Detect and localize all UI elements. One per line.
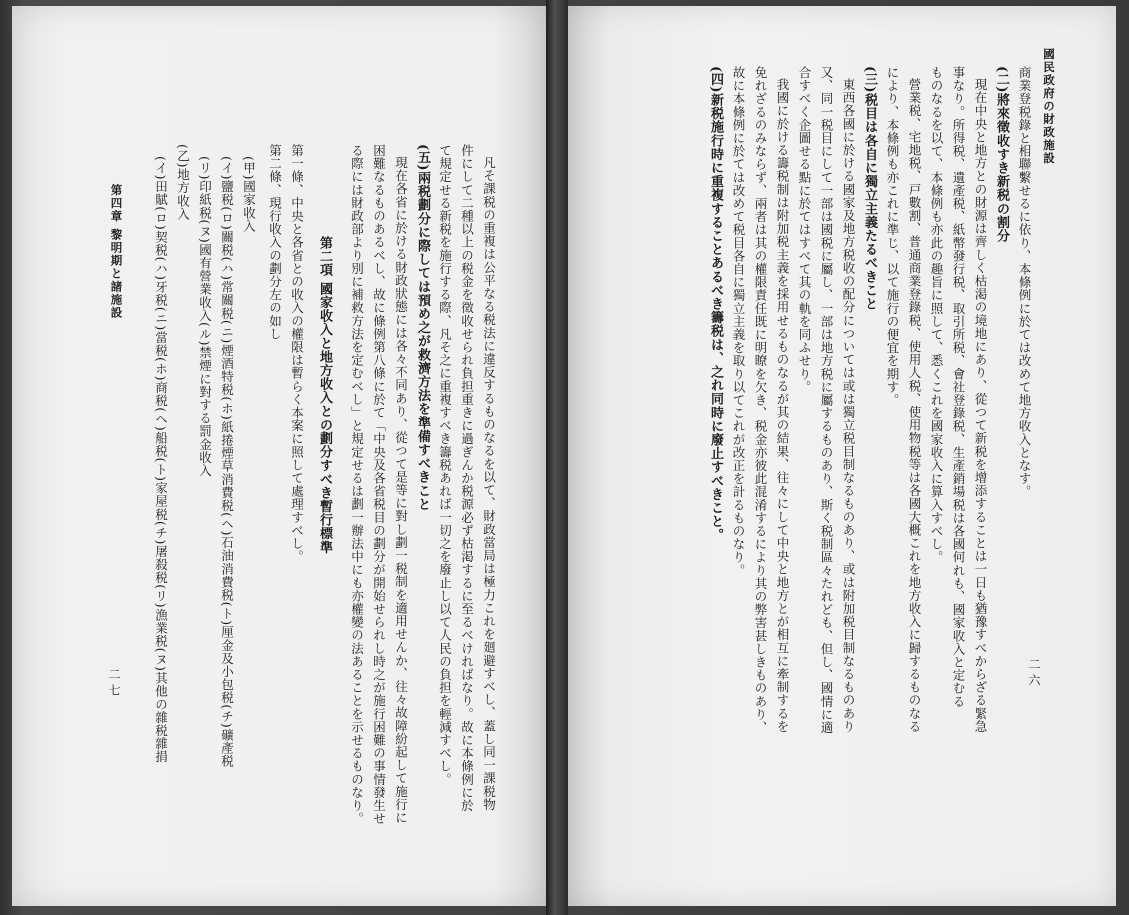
text-line: 現在中央と地方との財源は齊しく枯渇の境地にあり、從つて新税を增添することは一日も猶豫すべからざる緊急 — [973, 78, 988, 733]
running-header: 第四章 黎明期と諸施設 — [109, 184, 124, 320]
section-heading: (四)新税施行時に重複することあるべき籌税は、之れ同時に廢止すべきこと。 — [708, 66, 723, 542]
text-line: 商業登税錄と相聯繫せるに依り、本條例に於ては改めて地方收入となす。 — [1017, 66, 1032, 499]
text-line: 合すべく企圖せる點に於てはすべて其の軌を同ふせり。 — [797, 66, 812, 394]
text-line: 現在各省に於ける財政狀態には各々不同あり、從つて是等に對し劃一税制を適用せんか、往々故障紛起して施行に — [393, 156, 409, 825]
page-number: 二六 — [1027, 658, 1041, 690]
text-line: 事なり。所得税、遺產税、紙幣發行税、取引所税、會社登錄税、生產銷場税は各國何れも、國家收入と定むる — [951, 66, 966, 708]
text-line: 故に本條例に於ては改めて税目各自に獨立主義を取り以てこれが改正を計るものなり。 — [731, 66, 746, 577]
section-heading: (二)將來徵收すき新税の割分 — [994, 66, 1009, 243]
text-line: 第一條、中央と各省との收入の權限は暫らく本案に照して處理すべし。 — [289, 144, 305, 564]
book-gutter — [546, 0, 568, 915]
text-line: 營業税、宅地税、戸數割、普通商業登錄税、使用人税、使用物税等は各國大概これを地方收入に歸するものなる — [907, 78, 922, 733]
text-line: 又、同一税目にして一部は國税に屬し、一部は地方税に屬するものあり、斯く税制區々たれども、但し、國情に適 — [819, 66, 834, 735]
text-line: により、本條例も亦これに準じ、以て施行の便宜を期す。 — [885, 66, 900, 407]
text-line: 東西各國に於ける國家及地方税收の配分については或は獨立税目制なるものあり、或は附加税目制なるものあり — [841, 78, 856, 733]
text-line: (イ)田賦(ロ)契税(ハ)牙税(ニ)當税(ホ)商税(ヘ)船税(ト)家屋税(チ)屠殺税(リ)漁業税(ヌ)其他の雜税雜捐 — [153, 156, 169, 764]
text-line: (リ)印紙税(ヌ)國有營業收入(ル)禁煙に對する罰金收入 — [197, 156, 213, 478]
text-line: て規定せる新税を施行する際、凡そ之に重複すべき籌税あれば一切之を廢止し以て人民の負担を輕減すべし。 — [437, 144, 453, 786]
section-heading: (五)兩税劃分に際しては預め之が救濟方法を準備すべきこと — [415, 144, 430, 512]
text-line: (甲)國家收入 — [241, 156, 257, 233]
section-heading: (三)税目は各自に獨立主義たるべきこと — [862, 66, 877, 311]
text-line: 我國に於ける籌税制は附加税主義を採用せるものなるが其の結果、往々にして中央と地方とが相互に牽制するを — [775, 78, 790, 733]
left-page — [12, 6, 546, 906]
text-line: (乙)地方收入 — [175, 144, 191, 221]
text-line: 困難なるものあるべし、故に條例第八條に於て「中央及各省税目の劃分が開始せられし時之が施行困難の事情發生せ — [371, 144, 387, 826]
text-line: (イ)鹽税(ロ)關税(ハ)常關税(ニ)煙酒特税(ホ)紙捲煙草消費税(ヘ)石油消費税(ト)厘金及小包税(チ)礦產税 — [219, 156, 235, 768]
text-line: 件にして二種以上の税金を徵收せられ負担重きに過ぎんか税源必ず枯渇するに至るべければなり。故に本條例に於 — [459, 144, 475, 813]
text-line: 第二條、現行收入の劃分左の如し — [267, 144, 283, 341]
text-line: 凡そ課税の重複は公平なる税法に違反するものなるを以て、財政當局は極力これを廻避すべし、蓋し同一課税物 — [481, 156, 497, 811]
text-line: ものなるを以て、本條例も亦此の趣旨に照して、悉くこれを國家收入に算入すべし。 — [929, 66, 944, 564]
text-line: る際には財政部より別に補救方法を定むべし」と規定せるは劃一辦法中にも亦權變の法あることを示せるものなり。 — [349, 144, 365, 826]
right-page — [568, 6, 1116, 906]
text-line: 免れざるのみならず、兩者は其の權限責任既に明瞭を欠き、税金亦彼此混淆するにより其の弊害甚しきものあり、 — [753, 66, 768, 735]
page-number: 二七 — [107, 668, 121, 700]
running-header: 國民政府の財政施設 — [1042, 48, 1056, 165]
section-heading: 第二項 國家收入と地方收入との劃分すべき暫行標準 — [317, 236, 332, 554]
